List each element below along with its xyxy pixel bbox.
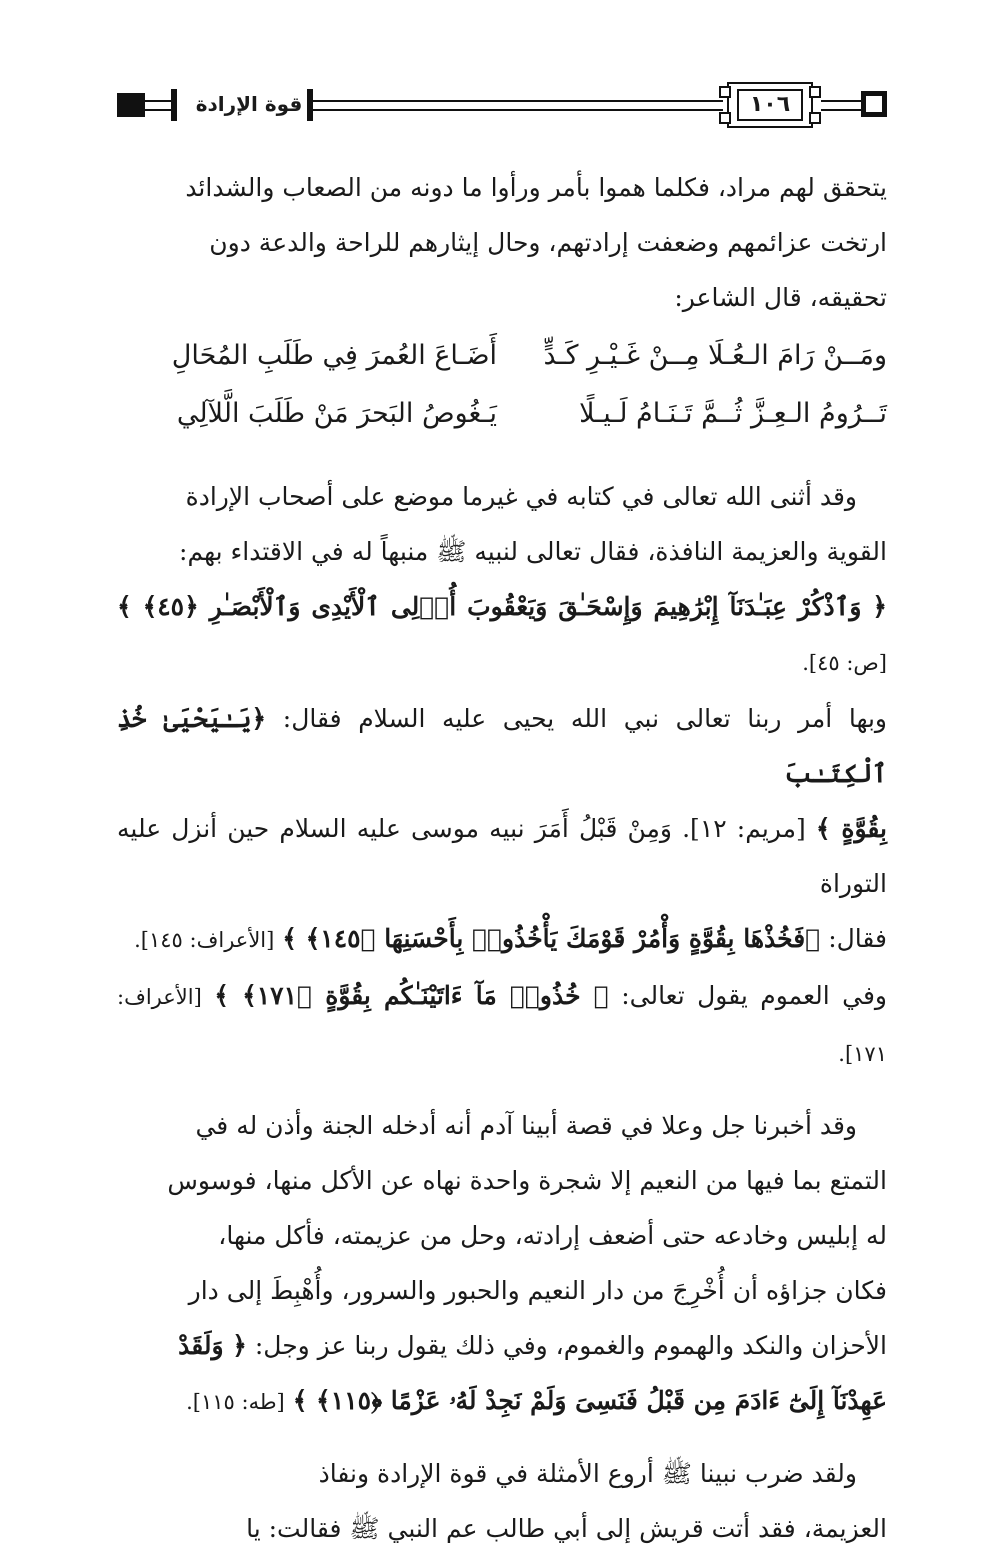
quran-verse: ﴿يَـٰيَحْيَىٰ خُذِ ٱلْكِتَـٰبَ [117,704,887,788]
header-rule-segment [143,100,171,111]
verse-first-hemistich: تَــرُومُ الـعِـزَّ ثُــمَّ تَـنَـامُ لَـيـلًا [579,398,887,429]
verse [117,389,887,447]
header-ornament-left [117,93,145,117]
text-span: وبها أمر ربنا تعالى نبي الله يحيى عليه السلام فقال: [282,704,887,733]
text-line: القوية والعزيمة النافذة، فقال تعالى لنبيه ﷺ منبهاً له في الاقتداء بهم: [179,537,887,566]
header-bar [171,89,177,121]
text-line: ارتخت عزائمهم وضعفت إرادتهم، وحال إيثارهم للراحة والدعة دون [209,228,887,257]
text-line [117,1373,887,1430]
quran-verse: ﴿فَخُذْهَا بِقُوَّةٍ وَأْمُرْ قَوْمَكَ يَأْخُذُوا۟ بِأَحْسَنِهَا ﴿١٤٥﴾ ﴾ [282,924,821,953]
paragraph [117,160,887,325]
paragraph [117,1098,887,1430]
text-span: فقال: [828,924,887,953]
header-rule [313,100,723,111]
verse-reference: [الأعراف: ١٧١]. [117,985,887,1066]
verse-first-hemistich: ومَــنْ رَامَ الـعُـلَا مِــنْ غَـيْـرِ كَـدٍّ [543,340,887,371]
quran-verse: ﴿ وَٱذْكُرْ عِبَـٰدَنَآ إِبْرَٰهِيمَ وَإِسْحَـٰقَ وَيَعْقُوبَ أُو۟لِى ٱلْأَيْدِى وَٱلْأَبْصَـٰرِ ﴿٤٥﴾ ﴾ [117,592,887,621]
text-line: يتحقق لهم مراد، فكلما هموا بأمر ورأوا ما دونه من الصعاب والشدائد [185,173,887,202]
text-line: تحقيقه، قال الشاعر: [674,283,887,312]
text-line [117,691,887,801]
text-line: التمتع بما فيها من النعيم إلا شجرة واحدة نهاه عن الأكل منها، فوسوس [167,1166,887,1195]
running-title: قوة الإرادة [195,92,303,116]
text-line [117,911,887,968]
paragraph [117,1446,887,1556]
text-line: فكان جزاؤه أن أُخْرِجَ من دار النعيم والحبور والسرور، وأُهْبِطَ إلى دار [188,1276,887,1305]
header-ornament-right [861,91,887,117]
verse-second-hemistich: يَـغُوصُ البَحرَ مَنْ طَلَبَ الَّلآلِي [176,398,497,429]
page-number-frame [719,82,821,128]
page-body [117,160,887,1556]
text-span: [مريم: ١٢]. وَمِنْ قَبْلُ أَمَرَ نبيه موسى عليه السلام حين أنزل عليه التوراة [117,814,887,898]
text-line: وقد أخبرنا جل وعلا في قصة أبينا آدم أنه أدخله الجنة وأذن له في [195,1111,857,1140]
poem [117,331,887,453]
text-line [117,1318,887,1373]
page-number: ١٠٦ [737,89,803,121]
quran-verse: ﴿ خُذُوا۟ مَآ ءَاتَيْنَـٰكُم بِقُوَّةٍ ﴿١٧١﴾ ﴾ [214,981,609,1010]
verse [117,331,887,389]
verse-reference: [ص: ٤٥]. [802,651,887,675]
quran-verse: ﴿ وَلَقَدْ [178,1331,247,1360]
quran-verse: بِقُوَّةٍ ﴾ [815,814,887,843]
text-line [117,579,887,691]
text-span: الأحزان والنكد والهموم والغموم، وفي ذلك يقول ربنا عز وجل: [254,1331,887,1360]
header-rule-segment [821,100,863,111]
verse-reference: [الأعراف: ١٤٥]. [134,928,275,952]
text-line: ولقد ضرب نبينا ﷺ أروع الأمثلة في قوة الإرادة ونفاذ [318,1459,857,1488]
text-span: وفي العموم يقول تعالى: [621,981,887,1010]
verse-second-hemistich: أَضَـاعَ العُمرَ فِي طَلَبِ المُحَالِ [171,340,497,371]
verse-reference: [طه: ١١٥]. [186,1390,285,1414]
text-line: العزيمة، فقد أتت قريش إلى أبي طالب عم النبي ﷺ فقالت: يا [246,1514,887,1543]
text-line [117,968,887,1082]
text-line: وقد أثنى الله تعالى في كتابه في غيرما موضع على أصحاب الإرادة [185,482,857,511]
quran-verse: عَهِدْنَآ إِلَىٰٓ ءَادَمَ مِن قَبْلُ فَنَسِىَ وَلَمْ نَجِدْ لَهُۥ عَزْمًا ﴿١١٥﴾ ﴾ [292,1386,887,1415]
text-line [117,801,887,911]
paragraph [117,469,887,1082]
page-header [117,78,887,132]
text-line: له إبليس وخادعه حتى أضعف إرادته، وحل من عزيمته، فأكل منها، [218,1221,887,1250]
